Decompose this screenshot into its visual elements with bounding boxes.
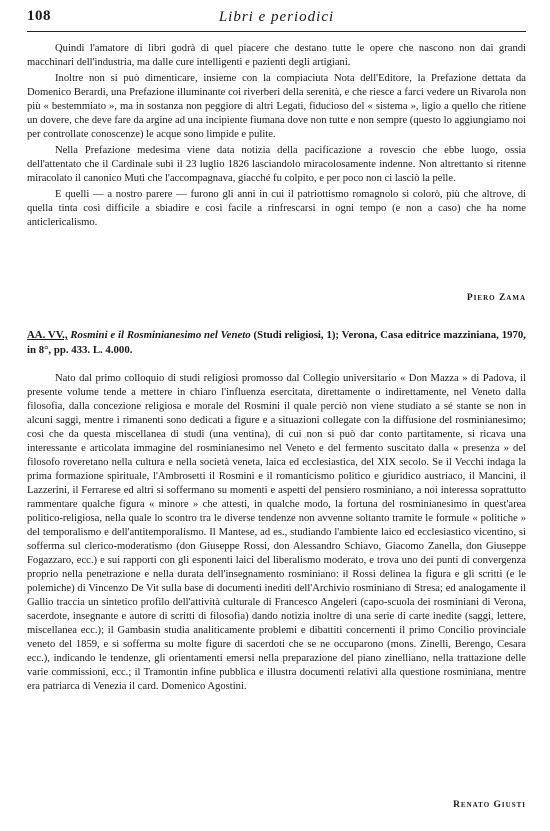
paragraph: Nella Prefazione medesima viene data notizia della pacificazione a rovescio che ebbe luogo, ossia dell'attentato che il Cardinale subì il 23 luglio 1826 lasciandolo miracolosamente indenne. Non altrettanto si ritenne miracolato il canonico Muti che l'accompagnava, giacché fu colpito, e per poco non ci lasciò la pelle.	[27, 145, 526, 184]
review-2-heading	[27, 328, 526, 358]
book-author: AA. VV.,	[27, 329, 68, 341]
page-number: 108	[27, 8, 51, 24]
paragraph: E quelli — a nostro parere — furono gli anni in cui il patriottismo romagnolo si colorò, più che altrove, di quella tinta così difficile a sbiadire e così facile a rinfrescarsi in ogni tempo (e non a caso) che ha nome anticlericalismo.	[27, 189, 526, 228]
running-title: Libri e periodici	[218, 9, 335, 25]
review-1-body	[27, 42, 526, 230]
review-2-body	[27, 372, 526, 694]
header-rule	[27, 31, 526, 32]
signature-1: Piero Zama	[466, 293, 526, 303]
page-header	[27, 8, 526, 30]
book-publication: (Studi religiosi, 1); Verona, Casa editrice mazziniana, 1970, in 8°, pp. 433. L. 4.000.	[27, 329, 526, 356]
paragraph: Inoltre non si può dimenticare, insieme con la compiaciuta Nota dell'Editore, la Prefazione dettata da Domenico Berardi, una Prefazione illuminante coi riverberi della serenità, e che riesce a farci vedere un Rivarola non più « bestemmiato », ma in sostanza non peggiore di altri Legati, fiducioso del « sistema », ligio a quello che ritiene un dovere, che deve fare da argine ad una incipiente fiumana dove non tutte e non sempre (questo lo aggiungiamo noi per controllate conoscenze) le acque sono limpide e pulite.	[27, 73, 527, 140]
book-title: Rosmini e il Rosminianesimo nel Veneto	[70, 329, 251, 341]
signature-2: Renato Giusti	[453, 800, 526, 810]
paragraph: Nato dal primo colloquio di studi religiosi promosso dal Collegio universitario « Don Mazza » di Padova, il presente volume tende a mettere in chiaro l'influenza esercitata, direttamente o indirettamente, nel Veneto dalla filosofia, dalla concezione religiosa e morale del Rosmini il quale perciò non viene studiato a sé stante se non in alcuni saggi, mentre i rimanenti sono dedicati a figure e a situazioni collegate con la diffusione del rosminianesimo; così che da questa miscellanea di studi (una ventina), di cui non si può dar conto partitamente, si ricava una interessante e articolata immagine del rosminianesimo nel Veneto e del fermento suscitato dalla « presenza » del filosofo roveretano nella cultura e nella società veneta, laica ed ecclesiastica, del XIX secolo. Se il Vecchi indaga la prima formazione spirituale, l'Ambrosetti il Rosmini e il romanticismo politico e giuridico austriaco, il Mancini, il Lazzerini, il Ferrarese ed altri si soffermano su momenti e aspetti del pensiero rosminiano, a noi interessa soprattutto rammentare qualche figura « minore » che attesti, in qualche modo, la fortuna del rosminianesimo in quest'area politico-religiosa, nella quale lo scontro tra le diverse tendenze non avvenne soltanto tramite le formule « politiche » del temporalismo e dell'antitemporalismo. Il Mantese, ad es., studiando l'ambiente laico ed ecclesiastico vicentino, si sofferma sul clerico-moderatismo (don Giuseppe Rossi, don Alessandro Schiavo, Giacomo Zanella, don Giuseppe Fogazzaro, ecc.) e sui rapporti con gli esponenti laici del liberalismo moderato, e trova uno dei punti di convergenza proprio nella penetrazione e nella durata dell'insegnamento rosminiano: il Rossi delinea la figura e gli scritti (e le polemiche) di Vincenzo De Vit sulla base di documenti inediti dell'Archivio rosminiano di Stresa; ed analogamente il Gallio traccia un sintetico profilo dell'attività culturale di Francesco Angeleri (capo-scuola dei rosminiani di Verona, sacerdote, insegnante e autore di scritti di filosofia) dando notizia inoltre di una serie di carte inedite (saggi, lettere, miscellanea ecc.); il Gambasin studia analiticamente problemi e dibattiti concernenti il primo Concilio provinciale veneto del 1859, e si sofferma su molte figure di sacerdoti che se ne occuparono (mons. Zinelli, Berengo, Cesara ecc.), indicando le tendenze, gli orientamenti emersi nella preparazione del piano zinelliano, nella trattazione delle varie commissioni, ecc.; il Tramontin infine pubblica e illustra documenti relativi alla questione rosminiana, mentre era patriarca di Venezia il card. Domenico Agostini.	[27, 373, 526, 692]
paragraph: Quindi l'amatore di libri godrà di quel piacere che destano tutte le opere che nascono non dai grandi macchinari dell'industria, ma dalle cure intelligenti e pazienti degli artigiani.	[27, 43, 526, 68]
